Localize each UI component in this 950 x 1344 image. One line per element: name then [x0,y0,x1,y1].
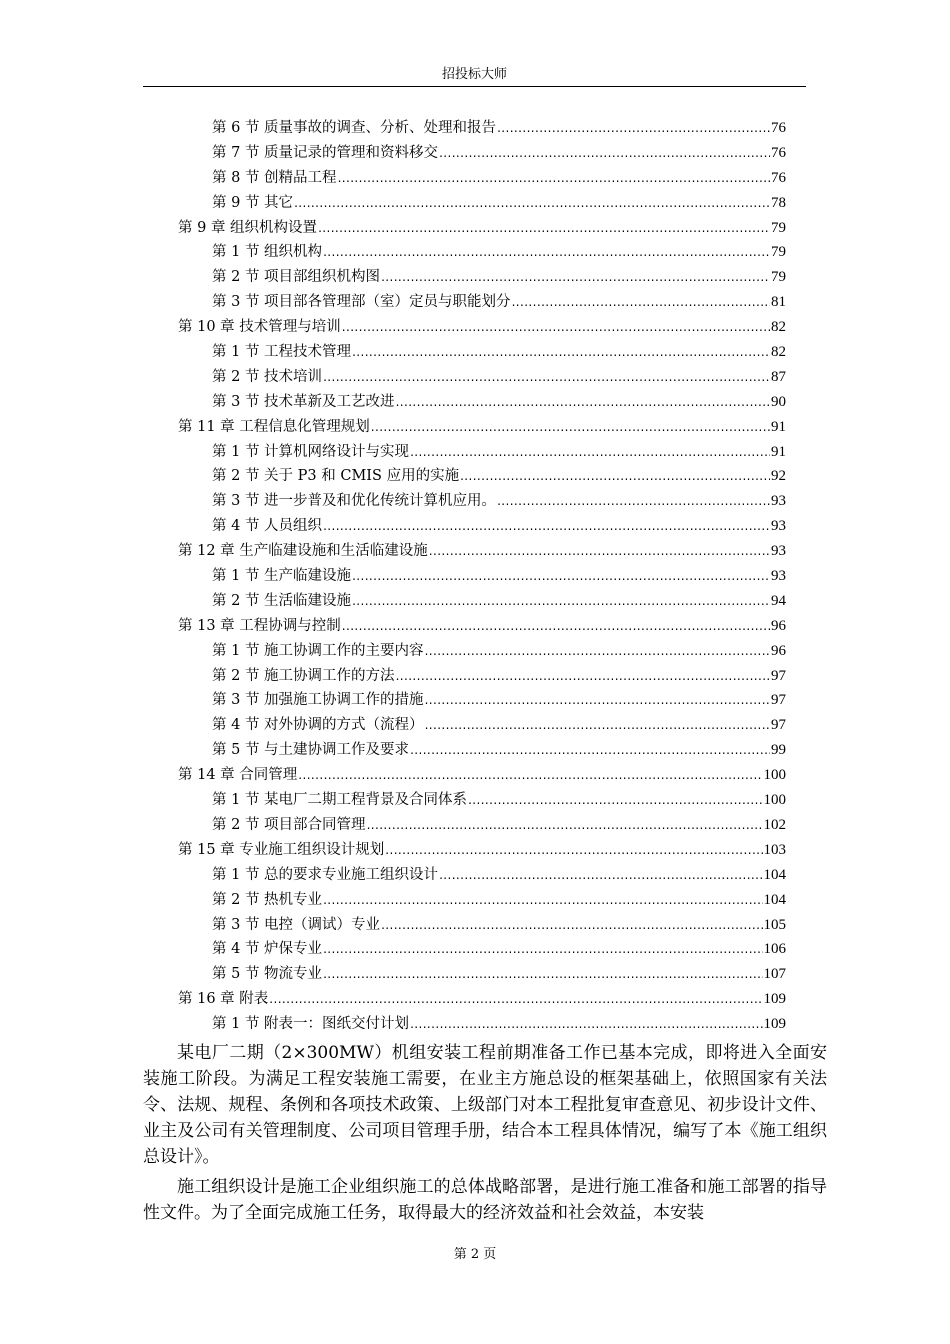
toc-entry-page: 93 [771,543,786,560]
toc-section-entry[interactable] [178,913,786,938]
toc-entry-page: 87 [771,368,786,385]
toc-dot-leader [352,589,770,614]
toc-entry-label: 第 2 节 施工协调工作的方法 [212,667,395,684]
toc-entry-label: 第 9 节 其它 [212,194,294,211]
toc-section-entry[interactable] [178,937,786,962]
toc-entry-label: 第 16 章 附表 [178,991,269,1008]
toc-entry-page: 76 [771,144,786,161]
toc-section-entry[interactable] [178,713,786,738]
toc-entry-label: 第 6 节 质量事故的调查、分析、处理和报告 [212,120,497,136]
toc-entry-page: 93 [771,568,786,585]
toc-entry-label: 第 5 节 物流专业 [212,966,323,983]
body-paragraph-2: 施工组织设计是施工企业组织施工的总体战略部署，是进行施工准备和施工部署的指导性文件。为了全面完成施工任务，取得最大的经济效益和社会效益，本安装 [143,1177,827,1223]
toc-dot-leader [497,116,770,141]
toc-dot-leader [323,962,762,987]
page-footer [0,1246,950,1264]
toc-dot-leader [381,913,762,938]
toc-chapter-entry[interactable] [178,614,786,639]
toc-dot-leader [323,240,770,265]
toc-section-entry[interactable] [178,738,786,763]
toc-entry-label: 第 10 章 技术管理与培训 [178,319,341,336]
toc-entry-label: 第 14 章 合同管理 [178,767,298,784]
toc-dot-leader [439,863,762,888]
toc-entry-label: 第 1 节 施工协调工作的主要内容 [212,642,424,659]
toc-dot-leader [410,738,770,763]
toc-section-entry[interactable] [178,888,786,913]
toc-entry-page: 94 [771,592,786,609]
toc-entry-page: 109 [763,1016,786,1033]
toc-chapter-entry[interactable] [178,315,786,340]
toc-dot-leader [323,937,762,962]
toc-entry-page: 81 [771,294,786,311]
toc-entry-label: 第 1 节 总的要求专业施工组织设计 [212,866,439,883]
toc-entry-label: 第 1 节 工程技术管理 [212,344,352,361]
toc-dot-leader [352,564,770,589]
toc-section-entry[interactable] [178,464,786,489]
toc-entry-label: 第 13 章 工程协调与控制 [178,617,341,634]
table-of-contents [178,116,786,1037]
toc-chapter-entry[interactable] [178,838,786,863]
toc-entry-label: 第 5 节 与土建协调工作及要求 [212,742,410,759]
toc-section-entry[interactable] [178,639,786,664]
toc-section-entry[interactable] [178,589,786,614]
toc-dot-leader [439,141,770,166]
toc-dot-leader [396,390,770,415]
toc-entry-label: 第 12 章 生产临建设施和生活临建设施 [178,543,428,560]
toc-entry-page: 82 [771,344,786,361]
toc-dot-leader [338,166,770,191]
toc-entry-label: 第 4 节 人员组织 [212,518,323,535]
toc-entry-page: 97 [771,692,786,709]
page-header [143,64,806,87]
toc-entry-page: 93 [771,518,786,535]
toc-section-entry[interactable] [178,340,786,365]
toc-dot-leader [385,838,762,863]
toc-dot-leader [269,987,762,1012]
toc-section-entry[interactable] [178,514,786,539]
toc-entry-page: 82 [771,319,786,336]
toc-section-entry[interactable] [178,440,786,465]
toc-entry-page: 79 [771,269,786,286]
toc-entry-label: 第 4 节 炉保专业 [212,941,323,958]
toc-entry-page: 106 [763,941,786,958]
toc-entry-page: 79 [771,244,786,261]
toc-entry-label: 第 3 节 项目部各管理部（室）定员与职能划分 [212,294,511,311]
toc-section-entry[interactable] [178,788,786,813]
toc-entry-page: 99 [771,742,786,759]
toc-entry-page: 96 [771,617,786,634]
toc-dot-leader [468,788,762,813]
toc-section-entry[interactable] [178,191,786,216]
toc-entry-page: 96 [771,642,786,659]
toc-entry-label: 第 11 章 工程信息化管理规划 [178,418,370,435]
toc-entry-page: 91 [771,418,786,435]
toc-entry-label: 第 2 节 关于 P3 和 CMIS 应用的实施 [212,468,460,485]
toc-dot-leader [367,813,763,838]
toc-entry-page: 100 [763,767,786,784]
toc-dot-leader [425,639,770,664]
toc-entry-page: 97 [771,717,786,734]
toc-entry-page: 102 [763,816,786,833]
toc-dot-leader [298,763,762,788]
toc-entry-label: 第 2 节 技术培训 [212,368,323,385]
toc-entry-label: 第 1 节 组织机构 [212,244,323,261]
toc-entry-label: 第 15 章 专业施工组织设计规划 [178,841,385,858]
toc-dot-leader [342,614,770,639]
toc-section-entry[interactable] [178,962,786,987]
toc-entry-label: 第 1 节 某电厂二期工程背景及合同体系 [212,792,468,809]
toc-entry-page: 92 [771,468,786,485]
toc-section-entry[interactable] [178,116,786,141]
toc-entry-page: 100 [763,792,786,809]
toc-dot-leader [323,365,770,390]
toc-entry-label: 第 3 节 加强施工协调工作的措施 [212,692,424,709]
toc-entry-page: 104 [763,891,786,908]
toc-entry-page: 109 [763,991,786,1008]
toc-entry-page: 78 [771,194,786,211]
toc-entry-label: 第 1 节 附表一：图纸交付计划 [212,1016,410,1033]
toc-section-entry[interactable] [178,141,786,166]
toc-entry-page: 76 [771,169,786,186]
toc-section-entry[interactable] [178,813,786,838]
toc-dot-leader [512,290,770,315]
toc-section-entry[interactable] [178,489,786,514]
toc-section-entry[interactable] [178,564,786,589]
toc-section-entry[interactable] [178,365,786,390]
header-title: 招投标大师 [441,67,507,82]
toc-dot-leader [318,216,770,241]
toc-dot-leader [323,514,770,539]
toc-dot-leader [429,539,770,564]
toc-section-entry[interactable] [178,1012,786,1037]
toc-dot-leader [425,688,770,713]
toc-dot-leader [425,713,770,738]
toc-section-entry[interactable] [178,390,786,415]
toc-dot-leader [460,464,770,489]
toc-dot-leader [352,340,770,365]
toc-section-entry[interactable] [178,688,786,713]
toc-dot-leader [381,265,770,290]
toc-dot-leader [396,664,770,689]
page-number: 第 2 页 [453,1247,497,1262]
toc-dot-leader [497,489,770,514]
toc-dot-leader [410,440,770,465]
toc-entry-label: 第 4 节 对外协调的方式（流程） [212,717,424,734]
toc-chapter-entry[interactable] [178,415,786,440]
toc-entry-label: 第 2 节 热机专业 [212,891,323,908]
toc-entry-label: 第 9 章 组织机构设置 [178,219,318,236]
toc-chapter-entry[interactable] [178,987,786,1012]
toc-entry-page: 90 [771,393,786,410]
toc-section-entry[interactable] [178,166,786,191]
toc-entry-label: 第 8 节 创精品工程 [212,169,337,186]
toc-chapter-entry[interactable] [178,216,786,241]
toc-dot-leader [342,315,770,340]
toc-entry-label: 第 2 节 生活临建设施 [212,592,352,609]
toc-entry-label: 第 2 节 项目部组织机构图 [212,269,381,286]
toc-dot-leader [371,415,770,440]
toc-entry-label: 第 1 节 计算机网络设计与实现 [212,443,410,460]
toc-entry-label: 第 3 节 进一步普及和优化传统计算机应用。 [212,493,497,510]
toc-section-entry[interactable] [178,290,786,315]
toc-entry-label: 第 3 节 电控（调试）专业 [212,916,381,933]
toc-entry-page: 104 [763,866,786,883]
toc-entry-label: 第 1 节 生产临建设施 [212,568,352,585]
toc-section-entry[interactable] [178,240,786,265]
toc-entry-page: 107 [763,966,786,983]
toc-entry-page: 79 [771,219,786,236]
body-paragraph-1: 某电厂二期（2×300MW）机组安装工程前期准备工作已基本完成，即将进入全面安装施工阶段。为满足工程安装施工需要，在业主方施总设的框架基础上，依照国家有关法令、法规、规程、条例和各项技术政策、上级部门对本工程批复审查意见、初步设计文件、业主及公司有关管理制度、公司项目管理手册，结合本工程具体情况，编写了本《施工组织总设计》。 [143,1043,827,1167]
toc-section-entry[interactable] [178,863,786,888]
toc-entry-page: 103 [763,841,786,858]
toc-section-entry[interactable] [178,265,786,290]
toc-dot-leader [323,888,762,913]
toc-dot-leader [294,191,770,216]
toc-entry-page: 93 [771,493,786,510]
body-text [143,1040,827,1230]
toc-entry-page: 91 [771,443,786,460]
toc-entry-label: 第 3 节 技术革新及工艺改进 [212,393,395,410]
toc-entry-page: 97 [771,667,786,684]
toc-entry-page: 105 [763,916,786,933]
toc-entry-page: 76 [771,120,786,136]
toc-chapter-entry[interactable] [178,763,786,788]
toc-dot-leader [410,1012,762,1037]
toc-section-entry[interactable] [178,664,786,689]
toc-entry-label: 第 7 节 质量记录的管理和资料移交 [212,144,439,161]
toc-chapter-entry[interactable] [178,539,786,564]
toc-entry-label: 第 2 节 项目部合同管理 [212,816,366,833]
